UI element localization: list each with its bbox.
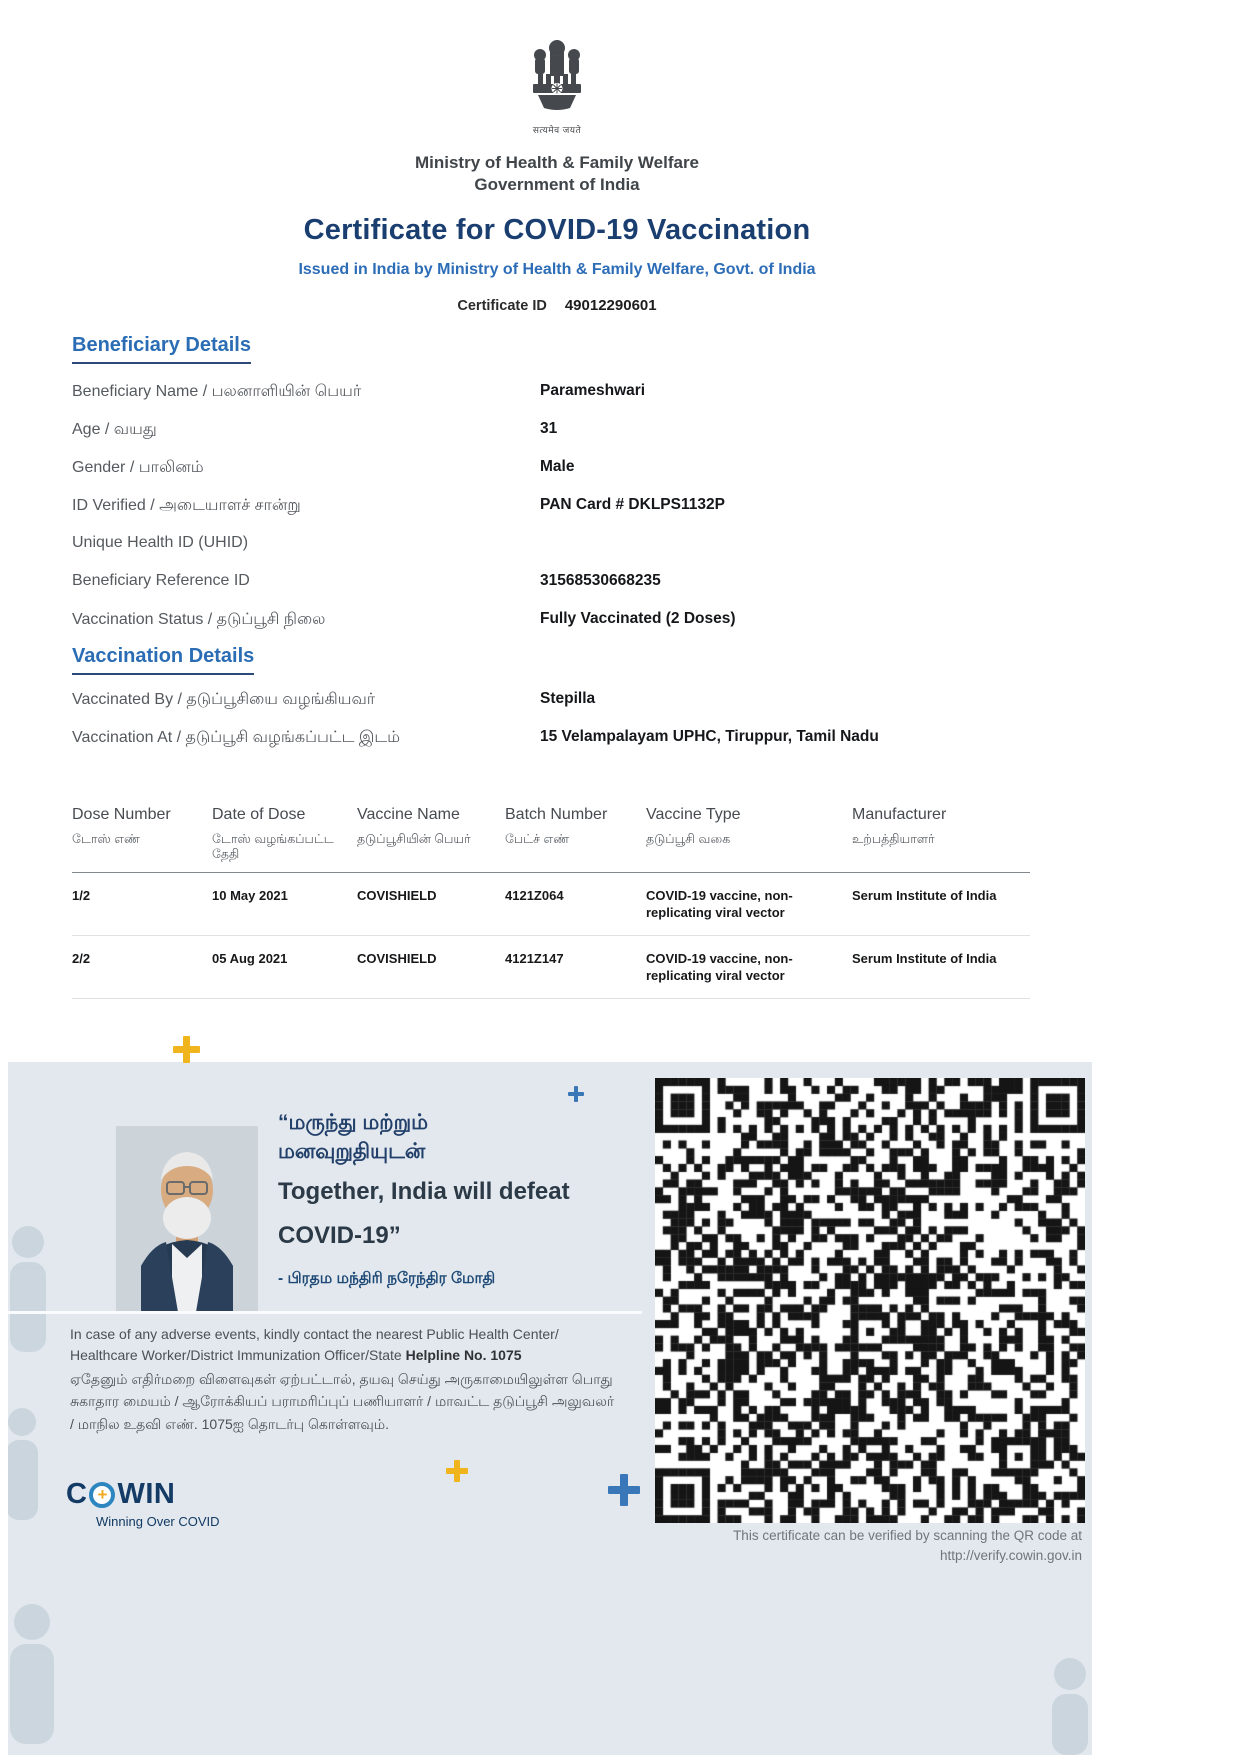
plus-icon [173,1036,200,1063]
beneficiary-section-heading: Beneficiary Details [72,334,251,364]
certificate-header [0,0,1114,314]
certificate-id [0,297,1114,314]
plus-icon [608,1474,640,1506]
uhid-row: Unique Health ID (UHID) [72,534,249,551]
plus-icon [446,1460,468,1482]
national-emblem-icon [0,38,1114,136]
age-row: Age / வயது 31 [72,420,558,438]
page-title: Certificate for COVID-19 Vaccination [303,214,811,246]
vaccination-status-row: Vaccination Status / தடுப்பூசி நிலை Fully Vaccinated (2 Doses) [72,610,736,628]
col-batch-number: Batch Number பேட்ச் எண் [505,806,608,846]
quote-english-line1: Together, India will defeat [278,1178,570,1205]
ministry-line1: Ministry of Health & Family Welfare [414,153,700,172]
id-verified-row: ID Verified / அடையாளச் சான்று PAN Card # DKLPS1132P [72,496,725,514]
cowin-letter-win: WIN [117,1478,176,1510]
verify-line1: This certificate can be verified by scanning the QR code at [733,1528,1082,1543]
beneficiary-details [72,382,1072,648]
qr-code [655,1078,1085,1523]
quote-tamil-line1: “மருந்து மற்றும் [278,1111,429,1134]
plus-icon [568,1086,584,1102]
dose-table [72,806,1030,999]
cowin-logo [66,1478,175,1511]
helpline-number: Helpline No. 1075 [405,1347,522,1363]
gender-row: Gender / பாலினம் Male [72,458,575,476]
quote-tamil-line2: மனவுறுதியுடன் [278,1140,426,1163]
quote-attribution: - பிரதம மந்திரி நரேந்திர மோதி [278,1270,496,1287]
dose-row-2: 2/2 05 Aug 2021 COVISHIELD 4121Z147 COVID-19 vaccine, non-replicating viral vector Serum Institute of India [72,936,1030,999]
col-vaccine-type: Vaccine Type தடுப்பூசி வகை [646,806,741,846]
vaccination-details [72,690,1072,766]
footer-banner [8,1062,1092,1755]
verify-url: http://verify.cowin.gov.in [939,1547,1082,1563]
certificate-id-label: Certificate ID [457,298,547,314]
advisory-tamil: ஏதேனும் எதிர்மறை விளைவுகள் ஏற்பட்டால், தயவு செய்து அருகாமையிலுள்ள பொது சுகாதார மையம் / ஆரோக்கியப் பராமரிப்புப் பணியாளர் / மாவட்ட தடுப்பூசி அலுவலர் / மாநில உதவி எண். 1075ஐ தொடர்பு கொள்ளவும். [70,1371,615,1432]
cowin-tagline: Winning Over COVID [96,1514,220,1529]
vaccinated-by-row: Vaccinated By / தடுப்பூசியை வழங்கியவர் Stepilla [72,690,596,708]
col-manufacturer: Manufacturer உற்பத்தியாளர் [852,806,947,846]
advisory-english: In case of any adverse events, kindly contact the nearest Public Health Center/ Healthcare Worker/District Immunization Officer/State Helpline No. 1075 [70,1326,559,1363]
ministry-line2: Government of India [474,175,640,194]
certificate-id-value: 49012290601 [564,297,657,314]
pm-quote [278,1108,638,1289]
banner-divider [8,1311,642,1314]
col-vaccine-name: Vaccine Name தடுப்பூசியின் பெயர் [357,806,471,846]
verification-note [690,1526,1082,1565]
vaccinated-at-row: Vaccination At / தடுப்பூசி வழங்கப்பட்ட இடம் 15 Velampalayam UPHC, Tiruppur, Tamil Nadu [72,728,879,746]
cowin-letter-c: C [66,1478,88,1510]
dose-table-header [72,806,1030,873]
quote-english-line2: COVID-19” [278,1222,401,1249]
pm-modi-photo [116,1126,258,1312]
dose-row-1: 1/2 10 May 2021 COVISHIELD 4121Z064 COVID-19 vaccine, non-replicating viral vector Serum Institute of India [72,873,1030,936]
beneficiary-name-row: Beneficiary Name / பலனாளியின் பெயர் Parameshwari [72,382,646,400]
page-subtitle: Issued in India by Ministry of Health & Family Welfare, Govt. of India [298,261,816,278]
vaccination-section-heading: Vaccination Details [72,645,254,675]
reference-id-row: Beneficiary Reference ID 31568530668235 [72,572,661,589]
emblem-motto: सत्यमेव जयते [532,125,582,135]
col-date-of-dose: Date of Dose டோஸ் வழங்கப்பட்ட தேதி [212,806,334,861]
col-dose-number: Dose Number டோஸ் எண் [72,806,171,846]
cowin-plus-icon: + [89,1482,115,1508]
